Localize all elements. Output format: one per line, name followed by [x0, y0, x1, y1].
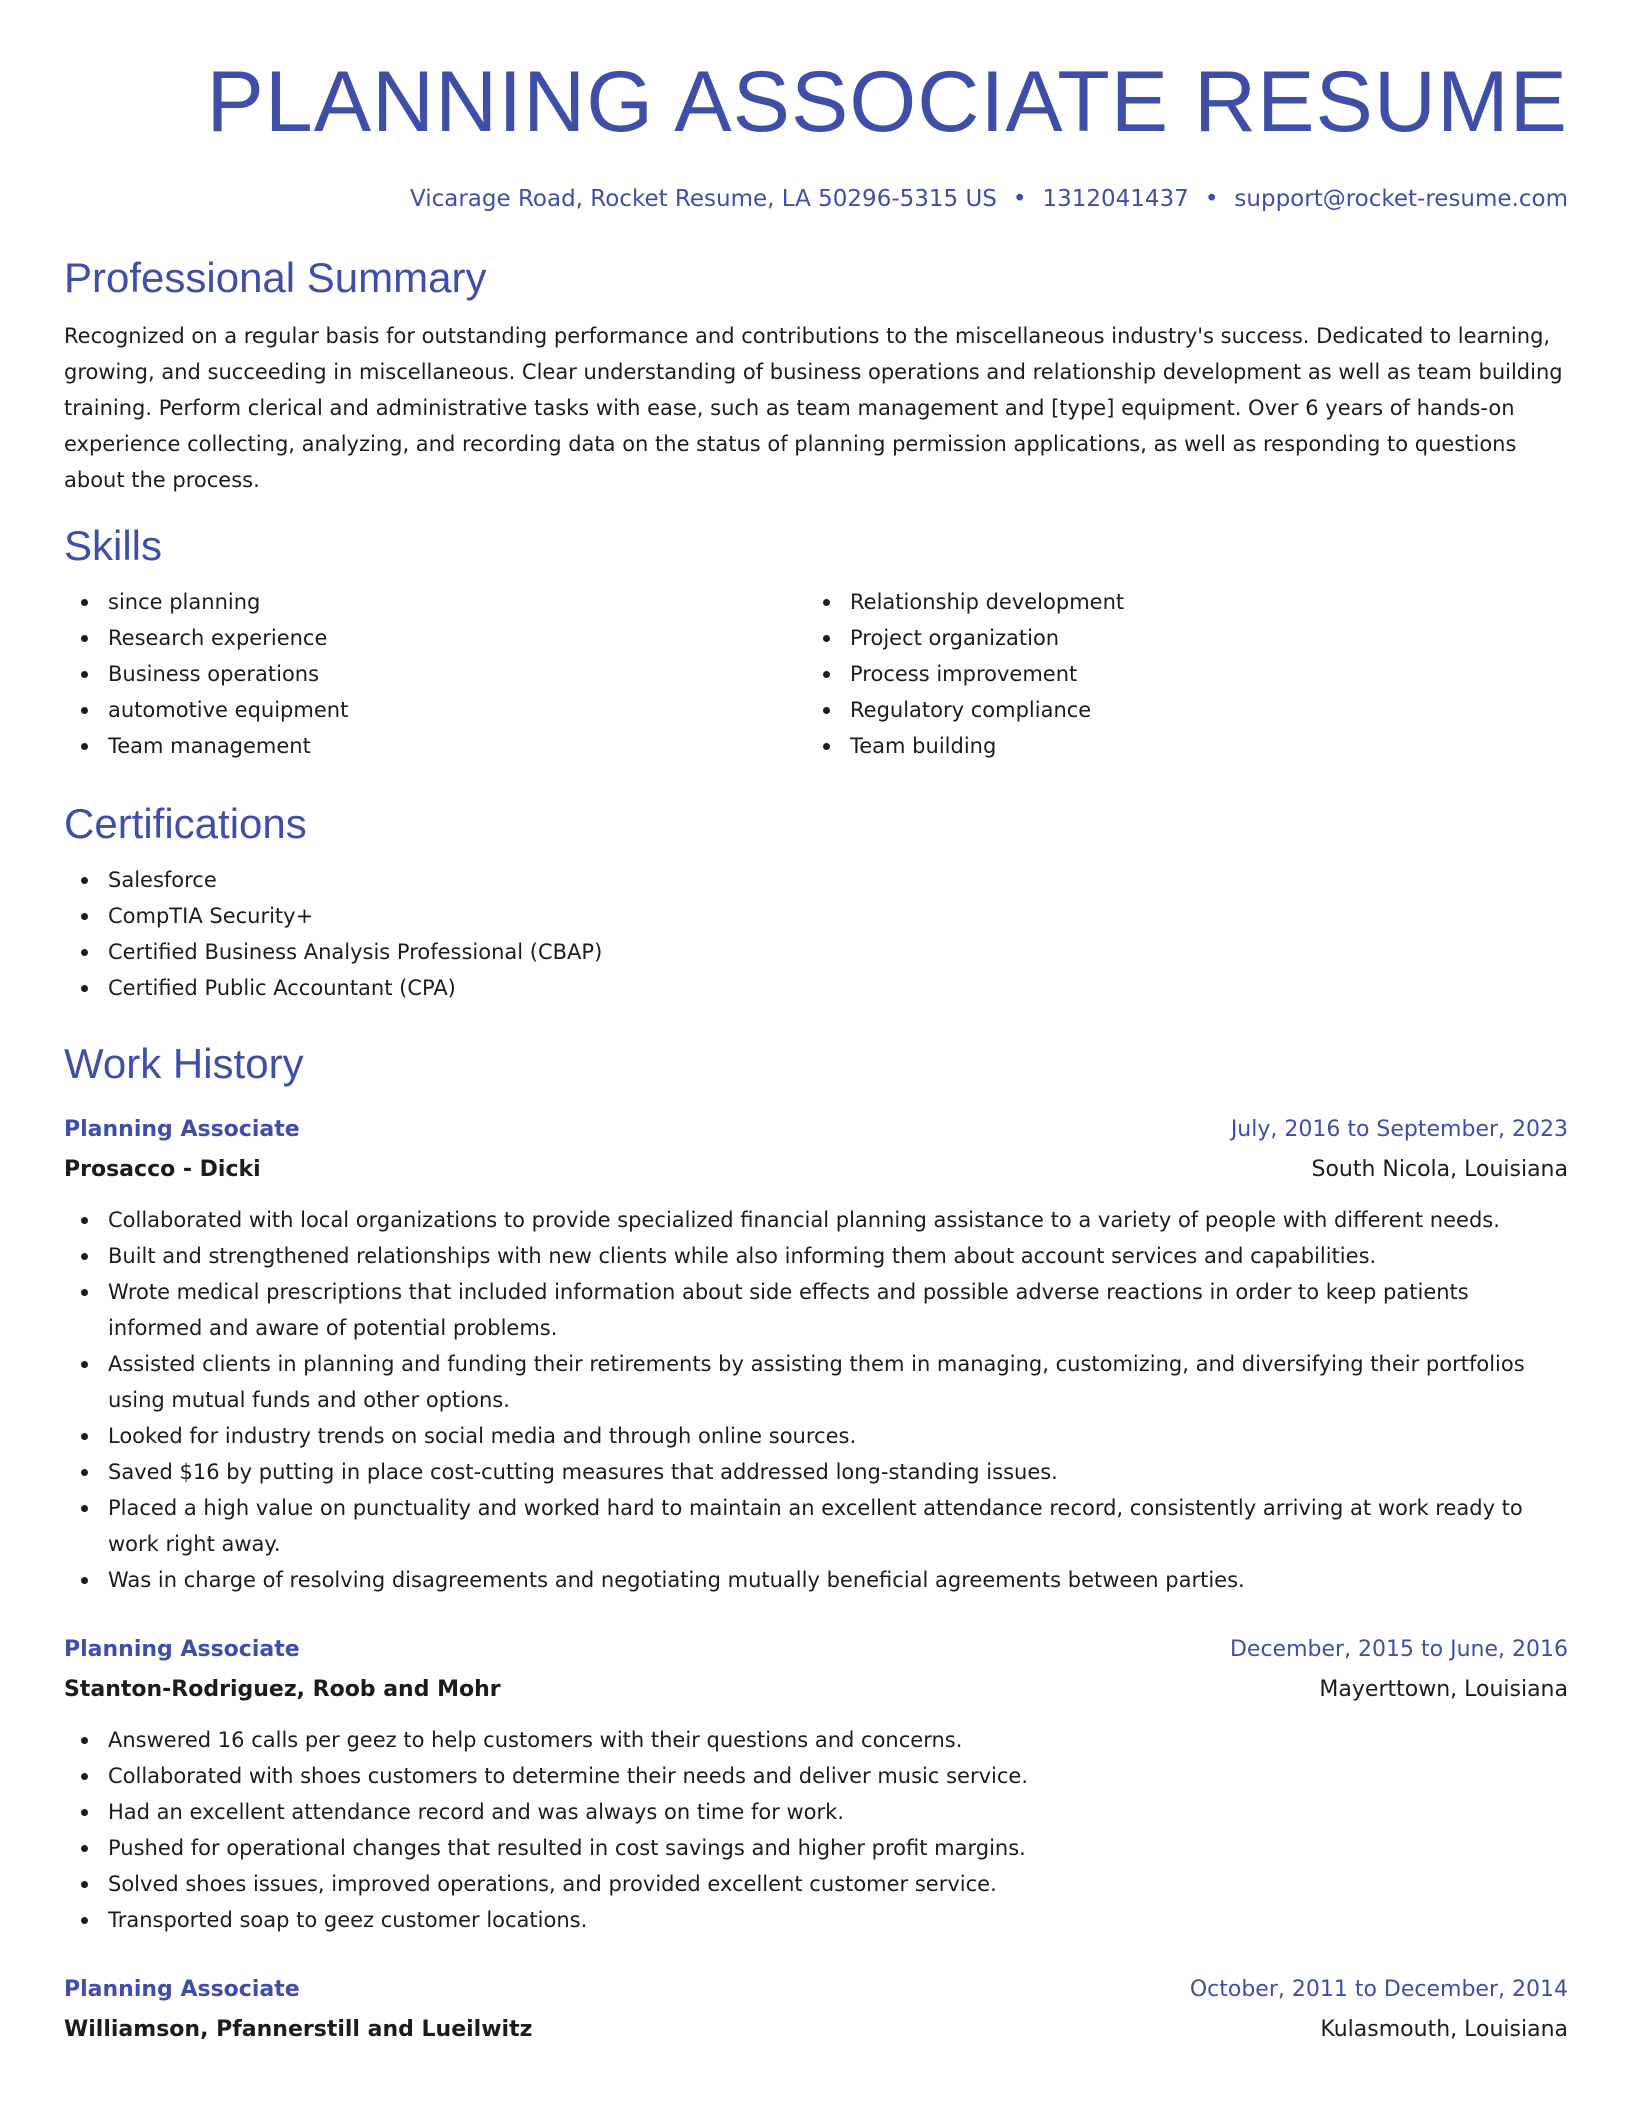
- job-bullet: Answered 16 calls per geez to help customers with their questions and concerns.: [108, 1722, 1568, 1758]
- skill-item: Research experience: [108, 620, 806, 656]
- job-title: Planning Associate: [64, 1637, 300, 1662]
- job-bullet: Saved $16 by putting in place cost-cutting measures that addressed long-standing issues.: [108, 1454, 1568, 1490]
- job-company: Stanton-Rodriguez, Roob and Mohr: [64, 1677, 501, 1702]
- job-company: Williamson, Pfannerstill and Lueilwitz: [64, 2017, 533, 2042]
- job-bullet: Placed a high value on punctuality and worked hard to maintain an excellent attendance record, consistently arriving at work ready to work right away.: [108, 1490, 1568, 1562]
- job-header-row: [64, 1632, 1568, 1668]
- job-bullet: Solved shoes issues, improved operations, and provided excellent customer service.: [108, 1866, 1568, 1902]
- skill-item: Team building: [850, 728, 1548, 764]
- job-company-row: [64, 1148, 1568, 1188]
- certification-item: CompTIA Security+: [108, 898, 1568, 934]
- skill-item: since planning: [108, 584, 806, 620]
- job-header-row: [64, 1112, 1568, 1148]
- job-bullet: Transported soap to geez customer locations.: [108, 1902, 1568, 1938]
- job-dates: December, 2015 to June, 2016: [1229, 1637, 1568, 1662]
- summary-text: Recognized on a regular basis for outstanding performance and contributions to the miscellaneous industry's success. Dedicated to learning, growing, and succeeding in miscellaneous. Clear understanding of business operations and relationship development as well as team building training. Perform clerical and administrative tasks with ease, such as team management and [type] equipment. Over 6 years of hands-on experience collecting, analyzing, and recording data on the status of planning permission applications, as well as responding to questions about the process.: [64, 324, 1563, 492]
- job-dates: July, 2016 to September, 2023: [1230, 1117, 1568, 1142]
- skill-item: automotive equipment: [108, 692, 806, 728]
- summary-section: [64, 252, 1568, 498]
- job-bullet: Collaborated with local organizations to provide specialized financial planning assistance to a variety of people with different needs.: [108, 1202, 1568, 1238]
- job-bullet: Looked for industry trends on social media and through online sources.: [108, 1418, 1568, 1454]
- job-title: Planning Associate: [64, 1977, 300, 2002]
- skill-item: Process improvement: [850, 656, 1548, 692]
- job-bullet: Was in charge of resolving disagreements and negotiating mutually beneficial agreements between parties.: [108, 1562, 1568, 1598]
- certification-item: Salesforce: [108, 862, 1568, 898]
- contact-separator: •: [1012, 186, 1027, 212]
- section-title-work-history: Work History: [64, 1040, 304, 1087]
- skills-column-right: [806, 584, 1548, 764]
- contact-line: [64, 184, 1568, 214]
- job-company-row: [64, 1668, 1568, 1708]
- certification-item: Certified Public Accountant (CPA): [108, 970, 1568, 1006]
- job-company-row: [64, 2008, 1568, 2048]
- skills-column-left: [64, 584, 806, 764]
- job-location: Kulasmouth, Louisiana: [1320, 2017, 1568, 2042]
- work-history-section: [64, 1038, 1568, 2048]
- job-title: Planning Associate: [64, 1117, 300, 1142]
- job-company: Prosacco - Dicki: [64, 1157, 261, 1182]
- job-bullet: Pushed for operational changes that resulted in cost savings and higher profit margins.: [108, 1830, 1568, 1866]
- job-bullet: Built and strengthened relationships with new clients while also informing them about account services and capabilities.: [108, 1238, 1568, 1274]
- job-location: South Nicola, Louisiana: [1311, 1157, 1568, 1182]
- skill-item: Business operations: [108, 656, 806, 692]
- job-bullet: Collaborated with shoes customers to determine their needs and deliver music service.: [108, 1758, 1568, 1794]
- section-title-skills: Skills: [64, 522, 163, 569]
- section-title-certifications: Certifications: [64, 800, 307, 847]
- skill-item: Relationship development: [850, 584, 1548, 620]
- skill-item: Team management: [108, 728, 806, 764]
- skills-grid: [64, 584, 1568, 764]
- job-location: Mayerttown, Louisiana: [1319, 1677, 1568, 1702]
- job-bullet-list: [64, 1202, 1568, 1598]
- job-bullet: Had an excellent attendance record and was always on time for work.: [108, 1794, 1568, 1830]
- skill-item: Project organization: [850, 620, 1548, 656]
- section-title-summary: Professional Summary: [64, 254, 487, 301]
- skill-item: Regulatory compliance: [850, 692, 1548, 728]
- job-bullet: Assisted clients in planning and funding their retirements by assisting them in managing, customizing, and diversifying their portfolios using mutual funds and other options.: [108, 1346, 1568, 1418]
- resume-title: PLANNING ASSOCIATE RESUME: [206, 54, 1568, 150]
- job-entry: [64, 1972, 1568, 2048]
- job-bullet: Wrote medical prescriptions that included information about side effects and possible adverse reactions in order to keep patients informed and aware of potential problems.: [108, 1274, 1568, 1346]
- certification-item: Certified Business Analysis Professional (CBAP): [108, 934, 1568, 970]
- job-entry: [64, 1632, 1568, 1938]
- resume-page: [64, 0, 1568, 2048]
- contact-separator: •: [1204, 186, 1219, 212]
- job-entry: [64, 1112, 1568, 1598]
- skills-section: [64, 520, 1568, 764]
- job-dates: October, 2011 to December, 2014: [1189, 1977, 1568, 2002]
- resume-header: [64, 0, 1568, 214]
- contact-address: Vicarage Road, Rocket Resume, LA 50296-5315 US: [409, 186, 997, 212]
- job-bullet-list: [64, 1722, 1568, 1938]
- certifications-section: [64, 798, 1568, 1006]
- job-header-row: [64, 1972, 1568, 2008]
- certifications-list: [64, 862, 1568, 1006]
- contact-email: support@rocket-resume.com: [1234, 186, 1568, 212]
- contact-phone: 1312041437: [1042, 186, 1189, 212]
